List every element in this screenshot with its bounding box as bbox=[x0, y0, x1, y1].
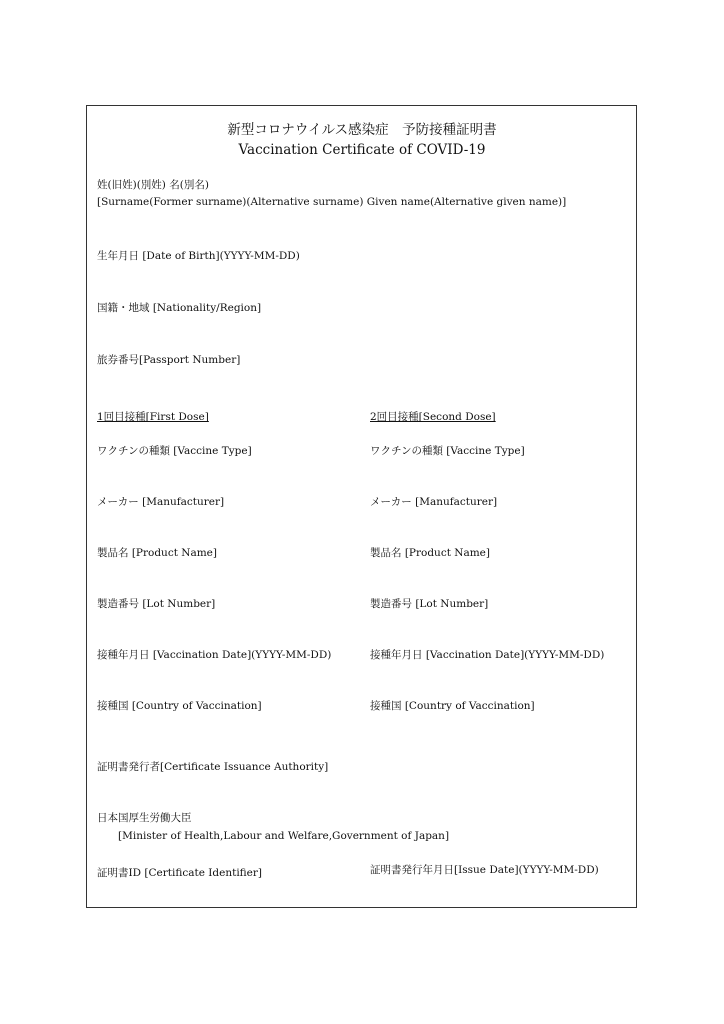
first-dose-lot-number: 製造番号 [Lot Number] bbox=[97, 598, 216, 610]
certificate-id-label: 証明書ID [Certificate Identifier] bbox=[97, 867, 263, 879]
nationality-label: 国籍・地域 [Nationality/Region] bbox=[97, 302, 262, 314]
second-dose-country: 接種国 [Country of Vaccination] bbox=[370, 700, 535, 712]
title-japanese: 新型コロナウイルス感染症 予防接種証明書 bbox=[227, 122, 497, 138]
first-dose-vaccine-type: ワクチンの種類 [Vaccine Type] bbox=[97, 445, 252, 457]
date-of-birth-label: 生年月日 [Date of Birth](YYYY-MM-DD) bbox=[97, 250, 300, 262]
issuer-label: 証明書発行者[Certificate Issuance Authority] bbox=[97, 761, 329, 773]
first-dose-manufacturer: メーカー [Manufacturer] bbox=[97, 496, 225, 508]
first-dose-heading: 1回目接種[First Dose] bbox=[97, 411, 209, 423]
issue-date-label: 証明書発行年月日[Issue Date](YYYY-MM-DD) bbox=[370, 864, 599, 876]
second-dose-vaccine-type: ワクチンの種類 [Vaccine Type] bbox=[370, 445, 525, 457]
name-label-english: [Surname(Former surname)(Alternative surname) Given name(Alternative given name)] bbox=[97, 196, 567, 208]
first-dose-country: 接種国 [Country of Vaccination] bbox=[97, 700, 262, 712]
second-dose-manufacturer: メーカー [Manufacturer] bbox=[370, 496, 498, 508]
second-dose-product-name: 製品名 [Product Name] bbox=[370, 547, 490, 559]
second-dose-heading: 2回目接種[Second Dose] bbox=[370, 411, 496, 423]
name-label-japanese: 姓(旧姓)(別姓) 名(別名) bbox=[97, 179, 209, 191]
title-english: Vaccination Certificate of COVID-19 bbox=[238, 142, 486, 158]
first-dose-product-name: 製品名 [Product Name] bbox=[97, 547, 217, 559]
second-dose-lot-number: 製造番号 [Lot Number] bbox=[370, 598, 489, 610]
issuer-name-japanese: 日本国厚生労働大臣 bbox=[97, 812, 192, 824]
issuer-name-english: [Minister of Health,Labour and Welfare,Government of Japan] bbox=[118, 830, 450, 842]
first-dose-vaccination-date: 接種年月日 [Vaccination Date](YYYY-MM-DD) bbox=[97, 649, 332, 661]
passport-number-label: 旅券番号[Passport Number] bbox=[97, 354, 241, 366]
second-dose-vaccination-date: 接種年月日 [Vaccination Date](YYYY-MM-DD) bbox=[370, 649, 605, 661]
